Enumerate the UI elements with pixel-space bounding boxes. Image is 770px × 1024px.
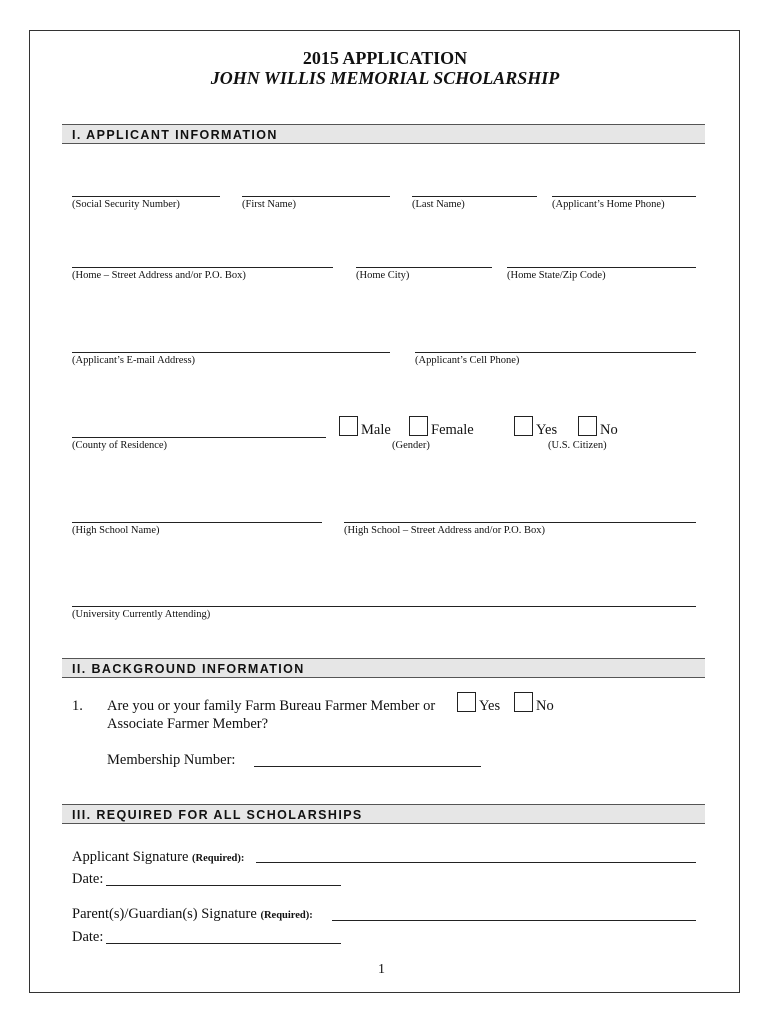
street-address-field[interactable] <box>72 267 333 268</box>
citizen-yes-label: Yes <box>536 422 558 438</box>
section-background-information: II. BACKGROUND INFORMATION <box>62 658 705 678</box>
question-number: 1. <box>72 698 83 714</box>
home-city-label: (Home City) <box>356 270 410 281</box>
applicant-signature-text: Applicant Signature <box>72 849 189 865</box>
email-field[interactable] <box>72 352 390 353</box>
form-title: 2015 APPLICATION <box>302 48 468 68</box>
male-checkbox[interactable] <box>339 416 358 436</box>
applicant-required-note: (Required): <box>192 853 245 864</box>
high-school-address-field[interactable] <box>344 522 696 523</box>
last-name-label: (Last Name) <box>412 199 465 210</box>
parent-signature-label <box>72 906 313 923</box>
member-no-label: No <box>536 698 554 714</box>
citizen-yes-checkbox[interactable] <box>514 416 533 436</box>
ssn-label: (Social Security Number) <box>72 199 180 210</box>
form-subtitle: JOHN WILLIS MEMORIAL SCHOLARSHIP <box>210 68 560 88</box>
citizen-no-label: No <box>600 422 618 438</box>
cell-phone-label: (Applicant’s Cell Phone) <box>415 355 520 366</box>
gender-label: (Gender) <box>392 440 430 451</box>
female-checkbox[interactable] <box>409 416 428 436</box>
state-zip-label: (Home State/Zip Code) <box>507 270 606 281</box>
membership-number-field[interactable] <box>254 766 481 767</box>
parent-signature-text: Parent(s)/Guardian(s) Signature <box>72 906 257 922</box>
member-no-checkbox[interactable] <box>514 692 533 712</box>
street-address-label: (Home – Street Address and/or P.O. Box) <box>72 270 246 281</box>
page-number: 1 <box>378 962 385 977</box>
high-school-name-label: (High School Name) <box>72 525 160 536</box>
high-school-address-label: (High School – Street Address and/or P.O. Box) <box>344 525 545 536</box>
membership-number-label: Membership Number: <box>107 752 236 768</box>
parent-signature-field[interactable] <box>332 920 696 921</box>
parent-required-note: (Required): <box>260 910 313 921</box>
question-text-line1: Are you or your family Farm Bureau Farmer Member or <box>107 698 436 714</box>
citizen-no-checkbox[interactable] <box>578 416 597 436</box>
parent-date-field[interactable] <box>106 943 341 944</box>
high-school-name-field[interactable] <box>72 522 322 523</box>
county-label: (County of Residence) <box>72 440 168 451</box>
applicant-date-field[interactable] <box>106 885 341 886</box>
question-text-line2: Associate Farmer Member? <box>107 716 269 732</box>
applicant-signature-label <box>72 849 244 866</box>
ssn-field[interactable] <box>72 196 220 197</box>
home-phone-field[interactable] <box>552 196 696 197</box>
section-required-for-all: III. REQUIRED FOR ALL SCHOLARSHIPS <box>62 804 705 824</box>
county-field[interactable] <box>72 437 326 438</box>
member-yes-checkbox[interactable] <box>457 692 476 712</box>
home-phone-label: (Applicant’s Home Phone) <box>552 199 665 210</box>
member-yes-label: Yes <box>479 698 501 714</box>
cell-phone-field[interactable] <box>415 352 696 353</box>
female-option-label: Female <box>431 422 474 438</box>
home-city-field[interactable] <box>356 267 492 268</box>
university-field[interactable] <box>72 606 696 607</box>
last-name-field[interactable] <box>412 196 537 197</box>
email-label: (Applicant’s E-mail Address) <box>72 355 196 366</box>
first-name-field[interactable] <box>242 196 390 197</box>
applicant-signature-field[interactable] <box>256 862 696 863</box>
applicant-date-label: Date: <box>72 871 104 887</box>
state-zip-field[interactable] <box>507 267 696 268</box>
university-label: (University Currently Attending) <box>72 609 211 620</box>
parent-date-label: Date: <box>72 929 104 945</box>
male-option-label: Male <box>361 422 391 438</box>
citizen-label: (U.S. Citizen) <box>548 440 607 451</box>
first-name-label: (First Name) <box>242 199 296 210</box>
section-applicant-information: I. APPLICANT INFORMATION <box>62 124 705 144</box>
